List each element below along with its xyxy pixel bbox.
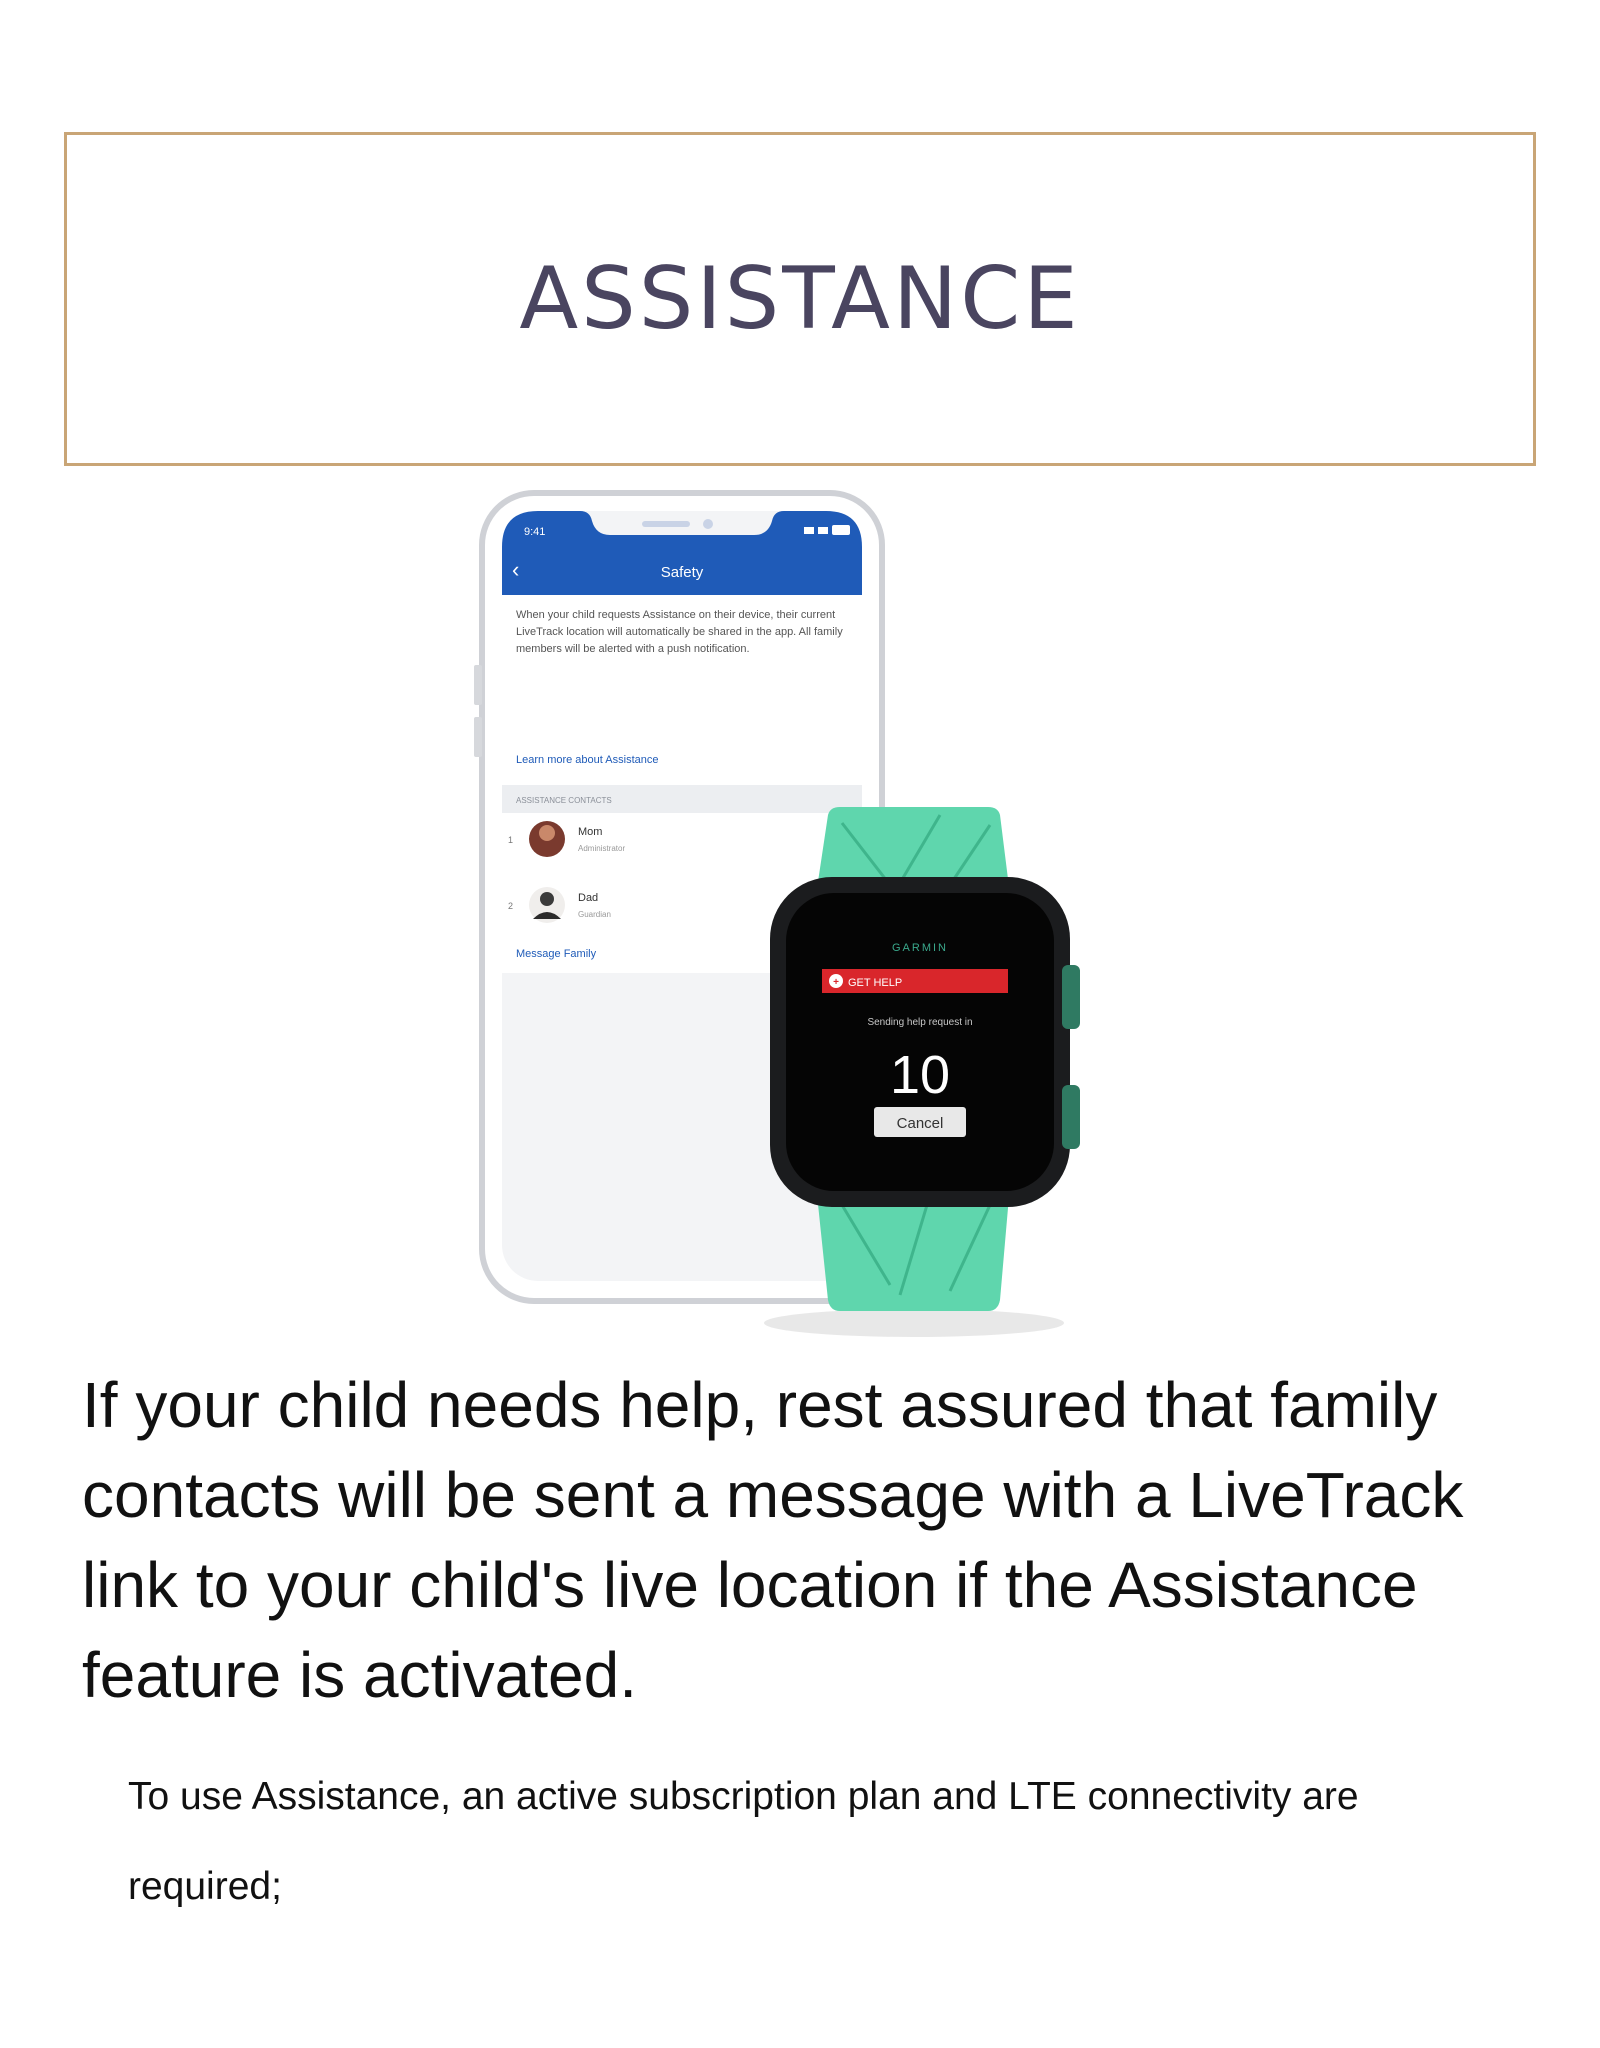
- contact-order: 2: [508, 901, 514, 911]
- page-title: ASSISTANCE: [519, 249, 1081, 349]
- get-help-label: GET HELP: [848, 977, 903, 989]
- safety-description: When your child requests Assistance on their device, their current LiveTrack location will automatically be shared in the app. All family members will be alerted with a push notification.: [516, 609, 843, 655]
- status-time: 9:41: [524, 526, 546, 538]
- contact-name: Dad: [578, 892, 599, 904]
- contact-role: Administrator: [578, 844, 626, 853]
- phone-and-watch-image: [470, 485, 1130, 1345]
- contact-name: Mom: [578, 826, 603, 838]
- title-box: [64, 132, 1536, 466]
- back-arrow-icon[interactable]: ‹: [512, 557, 520, 582]
- contact-order: 1: [508, 835, 514, 845]
- contacts-header: ASSISTANCE CONTACTS: [516, 796, 612, 805]
- feature-description: If your child needs help, rest assured that family contacts will be sent a message with a LiveTrack link to your child's live location if the Assistance feature is activated.: [82, 1369, 1464, 1711]
- countdown-value: 10: [889, 1045, 951, 1105]
- contact-role: Guardian: [578, 910, 611, 919]
- product-illustration: [470, 485, 1130, 1345]
- learn-more-link[interactable]: Learn more about Assistance: [516, 754, 659, 766]
- message-family-link[interactable]: Message Family: [516, 948, 597, 960]
- cancel-label: Cancel: [896, 1115, 944, 1132]
- screen-title: Safety: [660, 564, 704, 581]
- svg-text:+: +: [833, 977, 839, 988]
- requirements-note: To use Assistance, an active subscription plan and LTE connectivity are required;: [128, 1775, 1359, 1908]
- watch-brand: GARMIN: [892, 942, 948, 954]
- sending-text: Sending help request in: [867, 1017, 973, 1028]
